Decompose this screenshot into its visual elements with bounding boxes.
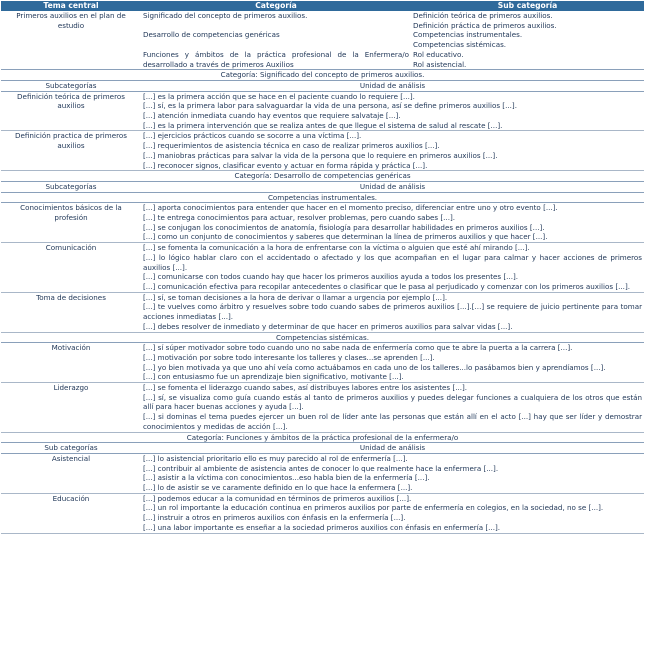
header-categoria: Categoría xyxy=(141,1,411,11)
tema-central-value: Primeros auxilios en el plan de estudio xyxy=(16,11,126,30)
summary-subcategorias xyxy=(411,50,644,69)
subcategory-row xyxy=(1,203,644,243)
analysis-units-cell xyxy=(141,453,644,493)
analysis-unit-quote: [...] contribuir al ambiente de asistencia antes de conocer lo que realmente hace la enfermera [...]. xyxy=(143,463,499,473)
summary-subcategoria: Rol asistencial. xyxy=(413,59,467,69)
subcategory-label: Definición teórica de primeros auxilios xyxy=(1,91,141,131)
subcategory-row xyxy=(1,243,644,293)
analysis-unit-quote: [...] sí súper motivador sobre todo cuando uno no sabe nada de enfermería como que te abre la puerta a la carrera [...]. xyxy=(143,343,573,353)
subheader-row xyxy=(1,80,644,91)
summary-categoria: Desarrollo de competencias genéricas xyxy=(143,30,280,40)
competency-group-title: Competencias sistémicas. xyxy=(1,332,644,343)
summary-subcategoria: Competencias instrumentales. xyxy=(413,30,523,40)
subcategory-row xyxy=(1,91,644,131)
subcategorias-header: Subcategorías xyxy=(1,181,141,192)
subcategory-label: Asistencial xyxy=(1,453,141,493)
summary-categoria: Funciones y ámbitos de la práctica profesional de la Enfermera/o desarrollado a través de primeros Auxilios xyxy=(143,49,409,69)
competency-group-row xyxy=(1,332,644,343)
analysis-unit-quote: [...] te vuelves como árbitro y resuelves sobre todo cuando sabes de primeros auxilios [...].[...] se requiere de juicio pertinente para tomar acciones inmediatas [...]. xyxy=(143,302,643,322)
subcategory-label: Definición practica de primeros auxilios xyxy=(1,131,141,171)
analysis-unit-quote: [...] aporta conocimientos para entender que hacer en el momento preciso, diferenciar entre uno y otro evento [...]. xyxy=(143,203,558,213)
analysis-unit-quote: [...] sí, se toman decisiones a la hora de derivar o llamar a urgencia por ejemplo [...]. xyxy=(143,292,448,302)
subcategory-label: Comunicación xyxy=(1,243,141,293)
summary-subcategorias xyxy=(411,30,644,49)
summary-subcategorias xyxy=(411,11,644,30)
unidad-analisis-header: Unidad de análisis xyxy=(141,80,644,91)
analysis-units-cell xyxy=(141,91,644,131)
analysis-unit-quote: [...] con entusiasmo fue un aprendizaje bien significativo, motivante [...]. xyxy=(143,372,404,382)
analysis-unit-quote: [...] yo bien motivada ya que uno ahí veía como actuábamos en cada uno de los talleres...lo pasábamos bien y aprendíamos [...]. xyxy=(143,362,606,372)
header-and-summary-table xyxy=(1,1,644,69)
analysis-unit-quote: [...] motivación por sobre todo interesante los talleres y clases...se aprenden [...]. xyxy=(143,352,435,362)
analysis-unit-quote: [...] es la primera acción que se hace en el paciente cuando lo requiere [...]. xyxy=(143,91,415,101)
analysis-unit-quote: [...] instruir a otros en primeros auxilios con énfasis en la enfermería [...]. xyxy=(143,513,406,523)
category-title: Categoría: Significado del concepto de primeros auxilios. xyxy=(1,70,644,81)
analysis-unit-quote: [...] asistir a la víctima con conocimientos...eso habla bien de la enfermería [...]. xyxy=(143,473,430,483)
category-row xyxy=(1,432,644,443)
category-title: Categoría: Funciones y ámbitos de la práctica profesional de la enfermera/o xyxy=(1,432,644,443)
results-table-document xyxy=(1,1,644,534)
category-title: Categoría: Desarrollo de competencias genéricas xyxy=(1,171,644,182)
summary-categoria: Significado del concepto de primeros auxilios. xyxy=(143,11,308,20)
subcategory-row xyxy=(1,383,644,433)
analysis-units-cell xyxy=(141,131,644,171)
category-row xyxy=(1,171,644,182)
summary-subcategoria: Definición teórica de primeros auxilios. xyxy=(413,11,553,20)
subheader-row xyxy=(1,181,644,192)
subcategory-row xyxy=(1,343,644,383)
analysis-unit-quote: [...] sí, es la primera labor para salvaguardar la vida de una persona, así se define primeros auxilios [...]. xyxy=(143,101,517,111)
analysis-unit-quote: [...] se fomenta la comunicación a la hora de enfrentarse con la víctima o alguien que esté ahí mirando [...]. xyxy=(143,243,530,253)
subheader-row xyxy=(1,443,644,454)
analysis-unit-quote: [...] maniobras prácticas para salvar la vida de la persona que lo requiere en primeros auxilios [...]. xyxy=(143,150,498,160)
analysis-unit-quote: [...] atención inmediata cuando hay eventos que requiere salvataje [...]. xyxy=(143,111,401,121)
analysis-unit-quote: [...] se fomenta el liderazgo cuando sabes, así distribuyes labores entre los asistentes [...]. xyxy=(143,383,468,393)
subcategory-label: Toma de decisiones xyxy=(1,292,141,332)
analysis-units-cell xyxy=(141,383,644,433)
analysis-unit-quote: [...] se conjugan los conocimientos de anatomía, fisiología para desarrollar habilidades en primeros auxilios [...]. xyxy=(143,222,545,232)
analysis-unit-quote: [...] podemos educar a la comunidad en términos de primeros auxilios [...]. xyxy=(143,493,412,503)
analysis-units-body xyxy=(1,70,644,533)
subcategory-label: Motivación xyxy=(1,343,141,383)
analysis-unit-quote: [...] es la primera intervención que se realiza antes de que llegue el sistema de salud al rescate [...]. xyxy=(143,120,503,130)
summary-row-1 xyxy=(1,11,644,30)
analysis-unit-quote: [...] comunicarse con todos cuando hay que hacer los primeros auxilios ayuda a todos los presentes [...]. xyxy=(143,272,519,282)
analysis-unit-quote: [...] un rol importante la educación continua en primeros auxilios por parte de enfermería en colegios, en la sociedad, no se [...]. xyxy=(143,503,604,513)
summary-subcategoria: Definición práctica de primeros auxilios. xyxy=(413,20,557,30)
analysis-units-cell xyxy=(141,203,644,243)
analysis-unit-quote: [...] lo lógico hablar claro con el accidentado o afectado y los que acompañan en el lugar para calmar y hacer acciones de primeros auxilios [...]. xyxy=(143,252,643,272)
analysis-unit-quote: [...] una labor importante es enseñar a la sociedad primeros auxilios con énfasis en enfermería [...]. xyxy=(143,522,501,532)
subcategory-label: Liderazgo xyxy=(1,383,141,433)
summary-subcategoria: Competencias sistémicas. xyxy=(413,40,507,50)
analysis-unit-quote: [...] reconocer signos, clasificar evento y actuar en forma rápida y práctica [...]. xyxy=(143,160,428,170)
analysis-unit-quote: [...] requerimientos de asistencia técnica en caso de realizar primeros auxilios [...]. xyxy=(143,141,440,151)
analysis-unit-quote: [...] debes resolver de inmediato y determinar de que hacer en primeros auxilios para salvar vidas [...]. xyxy=(143,321,513,331)
subcategory-row xyxy=(1,493,644,533)
subcategorias-header: Subcategorías xyxy=(1,80,141,91)
analysis-units-table xyxy=(1,69,644,533)
header-tema-central: Tema central xyxy=(1,1,141,11)
analysis-unit-quote: [...] te entrega conocimientos para actuar, resolver problemas, pero cuando sabes [...]. xyxy=(143,213,456,223)
subcategory-row xyxy=(1,453,644,493)
analysis-unit-quote: [...] como un conjunto de conocimientos y saberes que determinan la línea de primeros auxilios y que hacer [...]. xyxy=(143,232,548,242)
subcategory-label: Conocimientos básicos de la profesión xyxy=(1,203,141,243)
analysis-unit-quote: [...] sí, se visualiza como guía cuando estás al tanto de primeros auxilios y puedes delegar funciones a cualquiera de los otros que están allí para hacer buenas acciones y ayuda [...]. xyxy=(143,392,643,412)
subcategory-row xyxy=(1,292,644,332)
category-row xyxy=(1,70,644,81)
analysis-units-cell xyxy=(141,343,644,383)
summary-subcategoria: Rol educativo. xyxy=(413,49,464,59)
unidad-analisis-header: Unidad de análisis xyxy=(141,181,644,192)
analysis-unit-quote: [...] si dominas el tema puedes ejercer un buen rol de líder ante las personas que están allí en el acto [...] hay que ser líder y demostrar conocimientos y medidas de acción [...]. xyxy=(143,412,643,431)
header-row xyxy=(1,1,644,11)
analysis-units-cell xyxy=(141,292,644,332)
subcategory-label: Educación xyxy=(1,493,141,533)
subcategorias-header: Sub categorías xyxy=(1,443,141,454)
unidad-analisis-header: Unidad de análisis xyxy=(141,443,644,454)
analysis-unit-quote: [...] lo asistencial prioritario ello es muy parecido al rol de enfermería [...]. xyxy=(143,453,408,463)
analysis-unit-quote: [...] lo de asistir se ve caramente definido en lo que hace la enfermera [...]. xyxy=(143,483,413,493)
analysis-units-cell xyxy=(141,243,644,293)
analysis-unit-quote: [...] ejercicios prácticos cuando se socorre a una víctima [...]. xyxy=(143,131,362,141)
competency-group-row xyxy=(1,192,644,203)
competency-group-title: Competencias instrumentales. xyxy=(1,192,644,203)
analysis-units-cell xyxy=(141,493,644,533)
header-subcategoria: Sub categoría xyxy=(411,1,644,11)
subcategory-row xyxy=(1,131,644,171)
analysis-unit-quote: [...] comunicación efectiva para recopilar antecedentes o clasificar que le pasa al perjudicado y comenzar con los primeros auxilios [...]. xyxy=(143,281,630,291)
